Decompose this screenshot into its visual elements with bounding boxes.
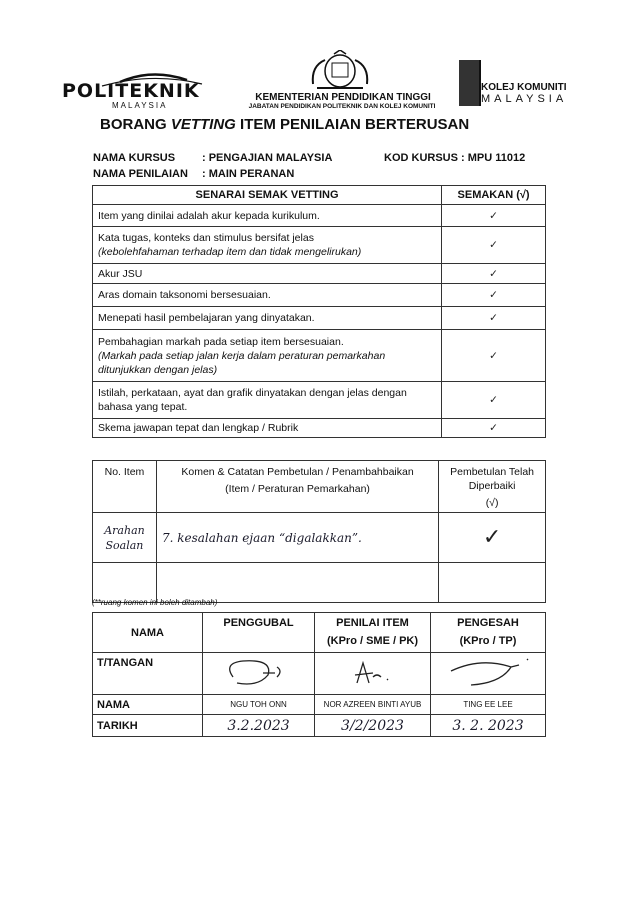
table-row — [93, 330, 546, 382]
sig-header-penggubal: PENGGUBAL — [203, 613, 315, 653]
comment-item-line2: Soalan — [105, 538, 144, 552]
table-row — [93, 653, 546, 695]
table-row — [93, 419, 546, 438]
comments-footnote: (**ruang komen ini boleh ditambah) — [92, 598, 218, 607]
checklist-header-item: SENARAI SEMAK VETTING — [93, 186, 442, 205]
sign-date-3: 3. 2. 2023 — [431, 715, 546, 737]
signature-1-icon — [203, 653, 314, 691]
signer-name-3: TING EE LEE — [431, 695, 546, 715]
check-mark: ✓ — [442, 227, 546, 264]
comments-col-fixed-line3: (√) — [485, 497, 499, 509]
checklist-text: Skema jawapan tepat dan lengkap / Rubrik — [98, 422, 299, 434]
comments-col-comment-line2: (Item / Peraturan Pemarkahan) — [225, 483, 370, 495]
sig-header-penilai — [315, 613, 431, 653]
checklist-note: (kebolehfahaman terhadap item dan tidak mengelirukan) — [98, 246, 362, 258]
table-row — [93, 307, 546, 330]
politeknik-logo — [62, 66, 212, 110]
checklist-text: Akur JSU — [98, 267, 143, 280]
checklist-header-check: SEMAKAN (√) — [442, 186, 546, 205]
signature-1 — [203, 653, 315, 695]
checklist-text: Kata tugas, konteks dan stimulus bersifat jelas — [98, 232, 314, 244]
signer-name-2: NOR AZREEN BINTI AYUB — [315, 695, 431, 715]
check-mark: ✓ — [442, 205, 546, 227]
check-mark: ✓ — [442, 264, 546, 284]
comments-col-fixed — [439, 461, 546, 513]
table-row — [93, 695, 546, 715]
comment-text: 7. kesalahan ejaan “digalakkan”. — [156, 513, 438, 563]
table-row — [93, 205, 546, 227]
check-mark: ✓ — [442, 330, 546, 382]
checklist-note: (Markah pada setiap jalan kerja dalam peraturan pemarkahan ditunjukkan dengan jelas) — [98, 349, 386, 376]
page-title: BORANG VETTING ITEM PENILAIAN BERTERUSAN — [100, 116, 470, 133]
table-row — [93, 563, 546, 603]
ministry-name: KEMENTERIAN PENDIDIKAN TINGGI — [255, 92, 431, 103]
assessment-label: NAMA PENILAIAN — [93, 168, 188, 180]
kolej-logo-line1: KOLEJ KOMUNITI — [481, 82, 567, 93]
signature-2 — [315, 653, 431, 695]
sign-date-1: 3.2.2023 — [203, 715, 315, 737]
check-mark: ✓ — [442, 307, 546, 330]
signature-table — [92, 612, 546, 737]
sig-header-nama: NAMA — [93, 613, 203, 653]
checklist-text: Menepati hasil pembelajaran yang dinyatakan. — [98, 312, 315, 324]
sig-label-nama: NAMA — [93, 695, 203, 715]
politeknik-sub: MALAYSIA — [112, 101, 168, 110]
kolej-logo — [459, 60, 589, 110]
check-mark: ✓ — [442, 419, 546, 438]
signature-2-icon — [315, 653, 430, 691]
table-row — [93, 264, 546, 284]
sig-header-penilai-line1: PENILAI ITEM — [336, 617, 409, 629]
checklist-text: Istilah, perkataan, ayat dan grafik dinyatakan dengan jelas dengan bahasa yang tepat. — [98, 387, 407, 413]
kolej-mark-icon — [459, 60, 481, 106]
comments-col-fixed-line1: Pembetulan Telah — [450, 466, 534, 478]
sig-header-pengesah-line1: PENGESAH — [457, 617, 519, 629]
table-row — [93, 382, 546, 419]
politeknik-wordmark: POLITEKNIK — [62, 80, 200, 102]
table-row — [93, 513, 546, 563]
comments-col-fixed-line2: Diperbaiki — [468, 480, 516, 492]
vetting-checklist — [92, 185, 546, 438]
sig-header-pengesah-line2: (KPro / TP) — [459, 635, 517, 647]
checklist-text: Item yang dinilai adalah akur kepada kurikulum. — [98, 209, 320, 222]
table-row — [93, 715, 546, 737]
sign-date-2: 3/2/2023 — [315, 715, 431, 737]
course-code: KOD KURSUS : MPU 11012 — [384, 152, 526, 164]
comments-col-comment — [156, 461, 438, 513]
signature-3 — [431, 653, 546, 695]
crest-icon — [305, 50, 375, 92]
comment-item-line1: Arahan — [104, 523, 145, 537]
checklist-text: Aras domain taksonomi bersesuaian. — [98, 289, 271, 301]
sig-label-tarikh: TARIKH — [93, 715, 203, 737]
table-row — [93, 284, 546, 307]
signer-name-1: NGU TOH ONN — [203, 695, 315, 715]
kolej-logo-line2: MALAYSIA — [481, 93, 568, 105]
signature-3-icon — [431, 653, 545, 691]
comments-col-comment-line1: Komen & Catatan Pembetulan / Penambahbaikan — [181, 466, 414, 478]
comment-item-cell — [93, 513, 157, 563]
comment-fixed-mark: ✓ — [439, 513, 546, 563]
sig-header-pengesah — [431, 613, 546, 653]
sig-header-penilai-line2: (KPro / SME / PK) — [326, 635, 419, 647]
sig-label-tangan: T/TANGAN — [93, 653, 203, 695]
course-label: NAMA KURSUS — [93, 152, 176, 164]
course-value: : PENGAJIAN MALAYSIA — [202, 152, 333, 164]
assessment-value: : MAIN PERANAN — [202, 168, 295, 180]
check-mark: ✓ — [442, 284, 546, 307]
department-name: JABATAN PENDIDIKAN POLITEKNIK DAN KOLEJ KOMUNITI — [248, 103, 436, 110]
comments-col-item: No. Item — [93, 461, 157, 513]
table-row — [93, 227, 546, 264]
comments-table — [92, 460, 546, 603]
checklist-text: Pembahagian markah pada setiap item bersesuaian. — [98, 335, 344, 348]
check-mark: ✓ — [442, 382, 546, 419]
